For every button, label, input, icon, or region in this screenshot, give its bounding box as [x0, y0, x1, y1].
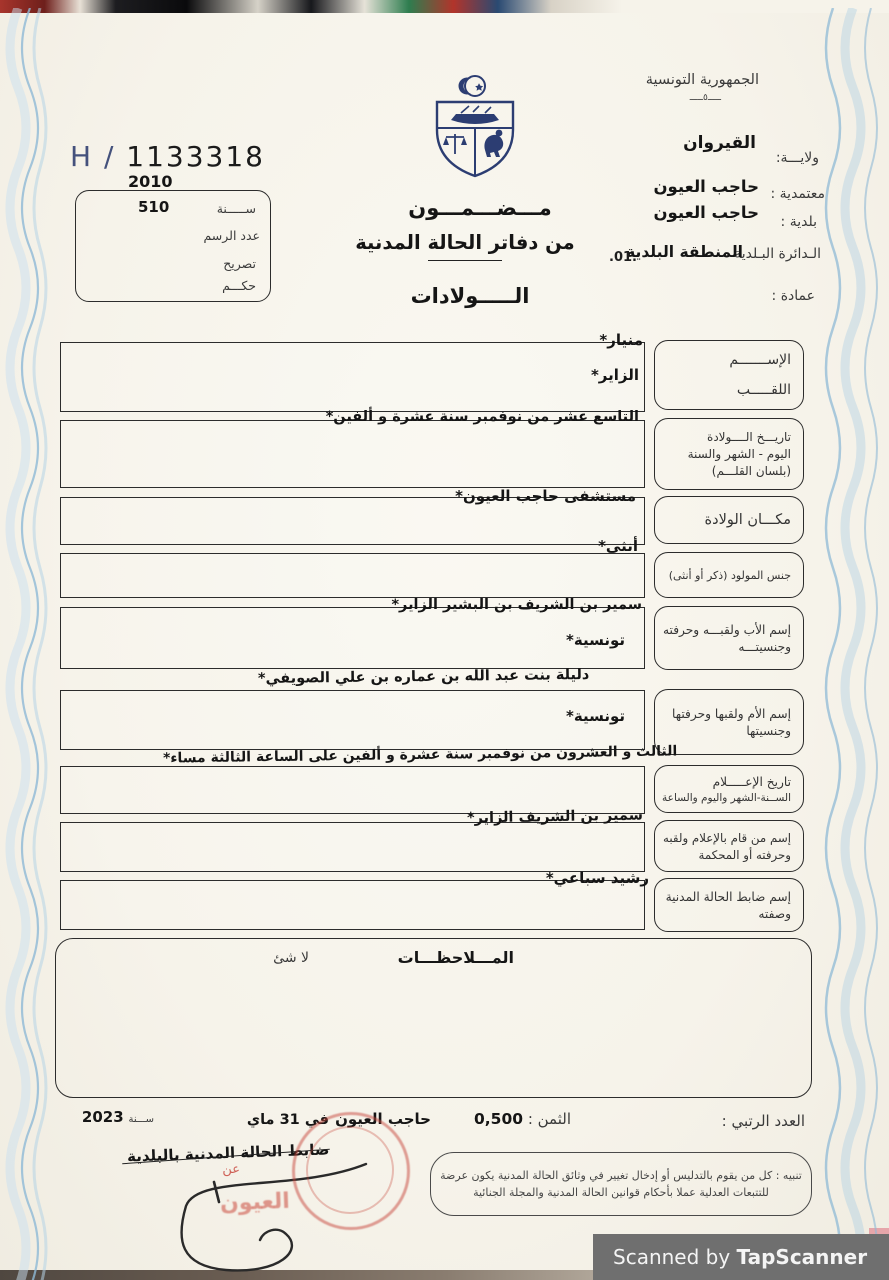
delegation-label: معتمدية : [770, 186, 825, 202]
municipality-label: بلدية : [780, 214, 817, 230]
registry-declaration-label: تصريح [223, 256, 256, 271]
value-birth-place: مستشفى حاجب العيون* [455, 487, 636, 505]
field-name-surname [60, 342, 645, 412]
remarks-title: المـــلاحظـــات [397, 948, 514, 967]
value-mother-name: دليلة بنت عبد الله بن عماره بن علي الصويفي* [257, 666, 590, 688]
serial-number-line [70, 140, 265, 173]
serial-year: 2010 [128, 172, 173, 191]
tapscanner-watermark [593, 1234, 889, 1280]
tunisia-coat-of-arms-icon [415, 72, 535, 182]
title-births: الـــــولادات [410, 284, 530, 308]
value-surname: الزاير* [590, 366, 639, 384]
label-civil-officer: إسم ضابط الحالة المدنية وصفته [654, 878, 804, 932]
issue-date: في 31 ماي [246, 1112, 329, 1128]
value-newborn-sex: أنثى* [598, 537, 638, 555]
field-declarant [60, 822, 645, 872]
serial-prefix: H / [70, 140, 116, 173]
title-registers: من دفاتر الحالة المدنية [355, 231, 575, 254]
field-notification-date [60, 766, 645, 814]
issue-place: حاجب العيون [335, 1110, 431, 1128]
scan-top-edge-artifact [0, 0, 889, 13]
label-father: إسم الأب ولقبـــه وحرفته وجنسيتـــه [654, 606, 804, 670]
ordinal-number-label: العدد الرتبي : [721, 1112, 805, 1130]
watermark-prefix: Scanned by [613, 1245, 737, 1269]
district-number: .01. [609, 250, 637, 265]
field-birth-date [60, 420, 645, 488]
label-mother: إسم الأم ولقبها وحرفتها وجنسيتها [654, 689, 804, 755]
value-father-name: سمير بن الشريف بن البشير الزاير* [391, 597, 642, 613]
value-first-name: منيار* [599, 331, 643, 349]
label-notification-date: تاريخ الإعـــــلام الســنة-الشهر واليوم والساعة [654, 765, 804, 813]
registry-year-value: 510 [138, 198, 170, 216]
field-father [60, 607, 645, 669]
registry-reference-box [75, 190, 271, 302]
label-birth-place: مكـــان الولادة [654, 496, 804, 544]
registry-judgment-label: حكـــم [222, 278, 256, 293]
value-father-nationality: تونسية* [566, 631, 625, 649]
value-birth-date: التاسع عشر من نوفمبر سنة عشرة و ألفين* [325, 409, 639, 425]
price-value: 0,500 [474, 1110, 524, 1128]
legal-warning-box [430, 1152, 812, 1216]
republic-title: الجمهورية التونسية [645, 72, 759, 88]
value-mother-nationality: تونسية* [566, 707, 625, 725]
issue-year-prefix: ســـنة [128, 1114, 154, 1125]
field-newborn-sex [60, 553, 645, 598]
value-notification-date: الثالث و العشرون من نوفمبر سنة عشرة و ألفين على الساعة الثالثة مساء* [162, 743, 678, 767]
label-declarant: إسم من قام بالإعلام ولقبه وحرفته أو المحكمة [654, 820, 804, 872]
price-label: الثمن : [527, 1110, 571, 1128]
price-line [474, 1110, 571, 1128]
wilaya-label: ولايـــة: [775, 150, 819, 166]
watermark-brand: TapScanner [736, 1245, 868, 1269]
officer-signature-title: ضابط الحالة المدنية بالبلدية [126, 1140, 330, 1166]
wilaya-value: القيروان [683, 133, 756, 153]
district-label: الـدائرة البـلدية [734, 246, 821, 262]
left-wave-border [0, 8, 54, 1280]
label-newborn-sex: جنس المولود (ذكر أو أنثى) [654, 552, 804, 598]
stamp-text-band: العيون [219, 1188, 291, 1217]
district-value: المنطقة البلدية [626, 243, 743, 261]
field-civil-officer [60, 880, 645, 930]
warning-line-2: للتتبعات العدلية عملا بأحكام قوانين الحالة المدنية والمجلة الجنائية [473, 1186, 769, 1199]
registry-year-label: ســـــنة [216, 201, 256, 216]
value-declarant-name: سمير بن الشريف الزاير* [466, 807, 644, 827]
label-name: الإســـــــم [729, 352, 791, 368]
omda-label: عمادة : [771, 288, 815, 304]
municipal-stamp-inner-circle [306, 1126, 394, 1214]
value-officer-name: رشيد سباعي* [545, 869, 649, 887]
label-birth-date: تاريـــخ الــــولادة اليوم - الشهر والسنة (بلسان القلـــم) [654, 418, 804, 490]
label-surname: اللقـــــب [736, 382, 791, 398]
issue-year: 2023 [81, 1108, 124, 1126]
title-underline [428, 260, 502, 261]
delegation-value: حاجب العيون [653, 177, 759, 196]
municipality-value: حاجب العيون [653, 203, 759, 222]
remarks-value: لا شئ [273, 950, 309, 966]
title-extract: مـــضـــمـــون [408, 196, 552, 220]
stamp-text-small: عن [222, 1162, 240, 1177]
issue-year-line [82, 1108, 154, 1126]
warning-line-1: تنبيه : كل من يقوم بالتدليس أو إدخال تغيير في وثائق الحالة المدنية يكون عرضة [440, 1169, 802, 1182]
field-mother [60, 690, 645, 750]
republic-divider: ـــــ٥ـــــ [689, 93, 721, 103]
registry-act-label: عدد الرسم [203, 228, 260, 243]
label-name-surname [654, 340, 804, 410]
serial-number: 1133318 [126, 140, 265, 173]
